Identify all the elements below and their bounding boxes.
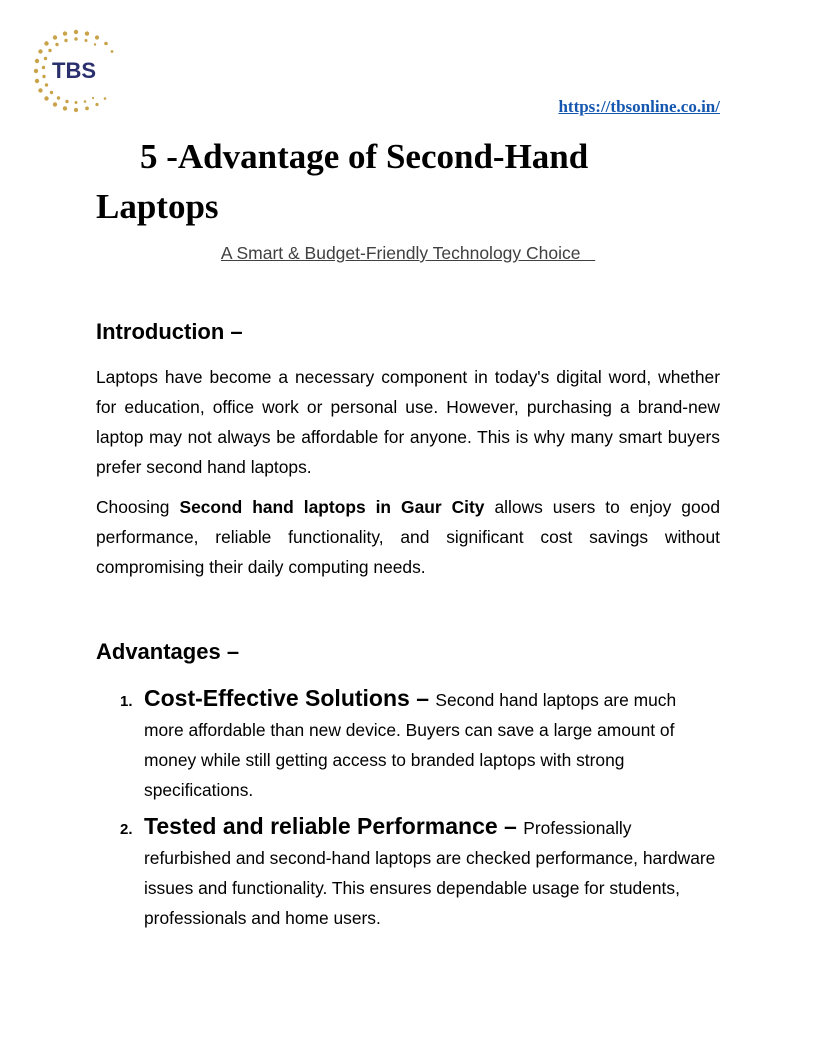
advantages-list [96, 683, 720, 933]
list-number: 1. [120, 693, 133, 710]
tbs-logo-icon [33, 28, 119, 114]
list-item-title: Tested and reliable Performance – [144, 813, 524, 839]
page-title: 5 -Advantage of Second-Hand Laptops [96, 137, 589, 226]
tbs-logo [33, 28, 119, 114]
subtitle-text: A Smart & Budget-Friendly Technology Choice [220, 243, 581, 263]
list-item-title: Cost-Effective Solutions – [144, 685, 436, 711]
website-link[interactable]: https://tbsonline.co.in/ [558, 97, 720, 116]
introduction-heading: Introduction – [96, 319, 243, 344]
advantages-heading: Advantages – [96, 639, 240, 664]
list-number: 2. [120, 821, 133, 838]
choice-prefix: Choosing [96, 497, 180, 517]
list-item-body: Second hand laptops are much more affordable than new device. Buyers can save a large amount of money while still getting access to branded laptops with strong specifications. [144, 690, 677, 800]
list-item [96, 683, 720, 805]
choice-suffix: allows users to enjoy good performance, reliable functionality, and significant cost savings without compromising their daily computing needs. [96, 497, 720, 577]
subtitle [96, 243, 720, 264]
intro-paragraph: Laptops have become a necessary component in today's digital word, whether for education, office work or personal use. However, purchasing a brand-new laptop may not always be affordable for anyone. This is why many smart buyers prefer second hand laptops. [96, 367, 720, 477]
logo-text: TBS [52, 58, 96, 83]
choice-paragraph [96, 492, 720, 582]
choice-keyword: Second hand laptops in Gaur City [179, 497, 485, 517]
list-item-body: Professionally refurbished and second-hand laptops are checked performance, hardware issues and functionality. This ensures dependable usage for students, professionals and home users. [144, 818, 716, 928]
list-item [96, 811, 720, 933]
